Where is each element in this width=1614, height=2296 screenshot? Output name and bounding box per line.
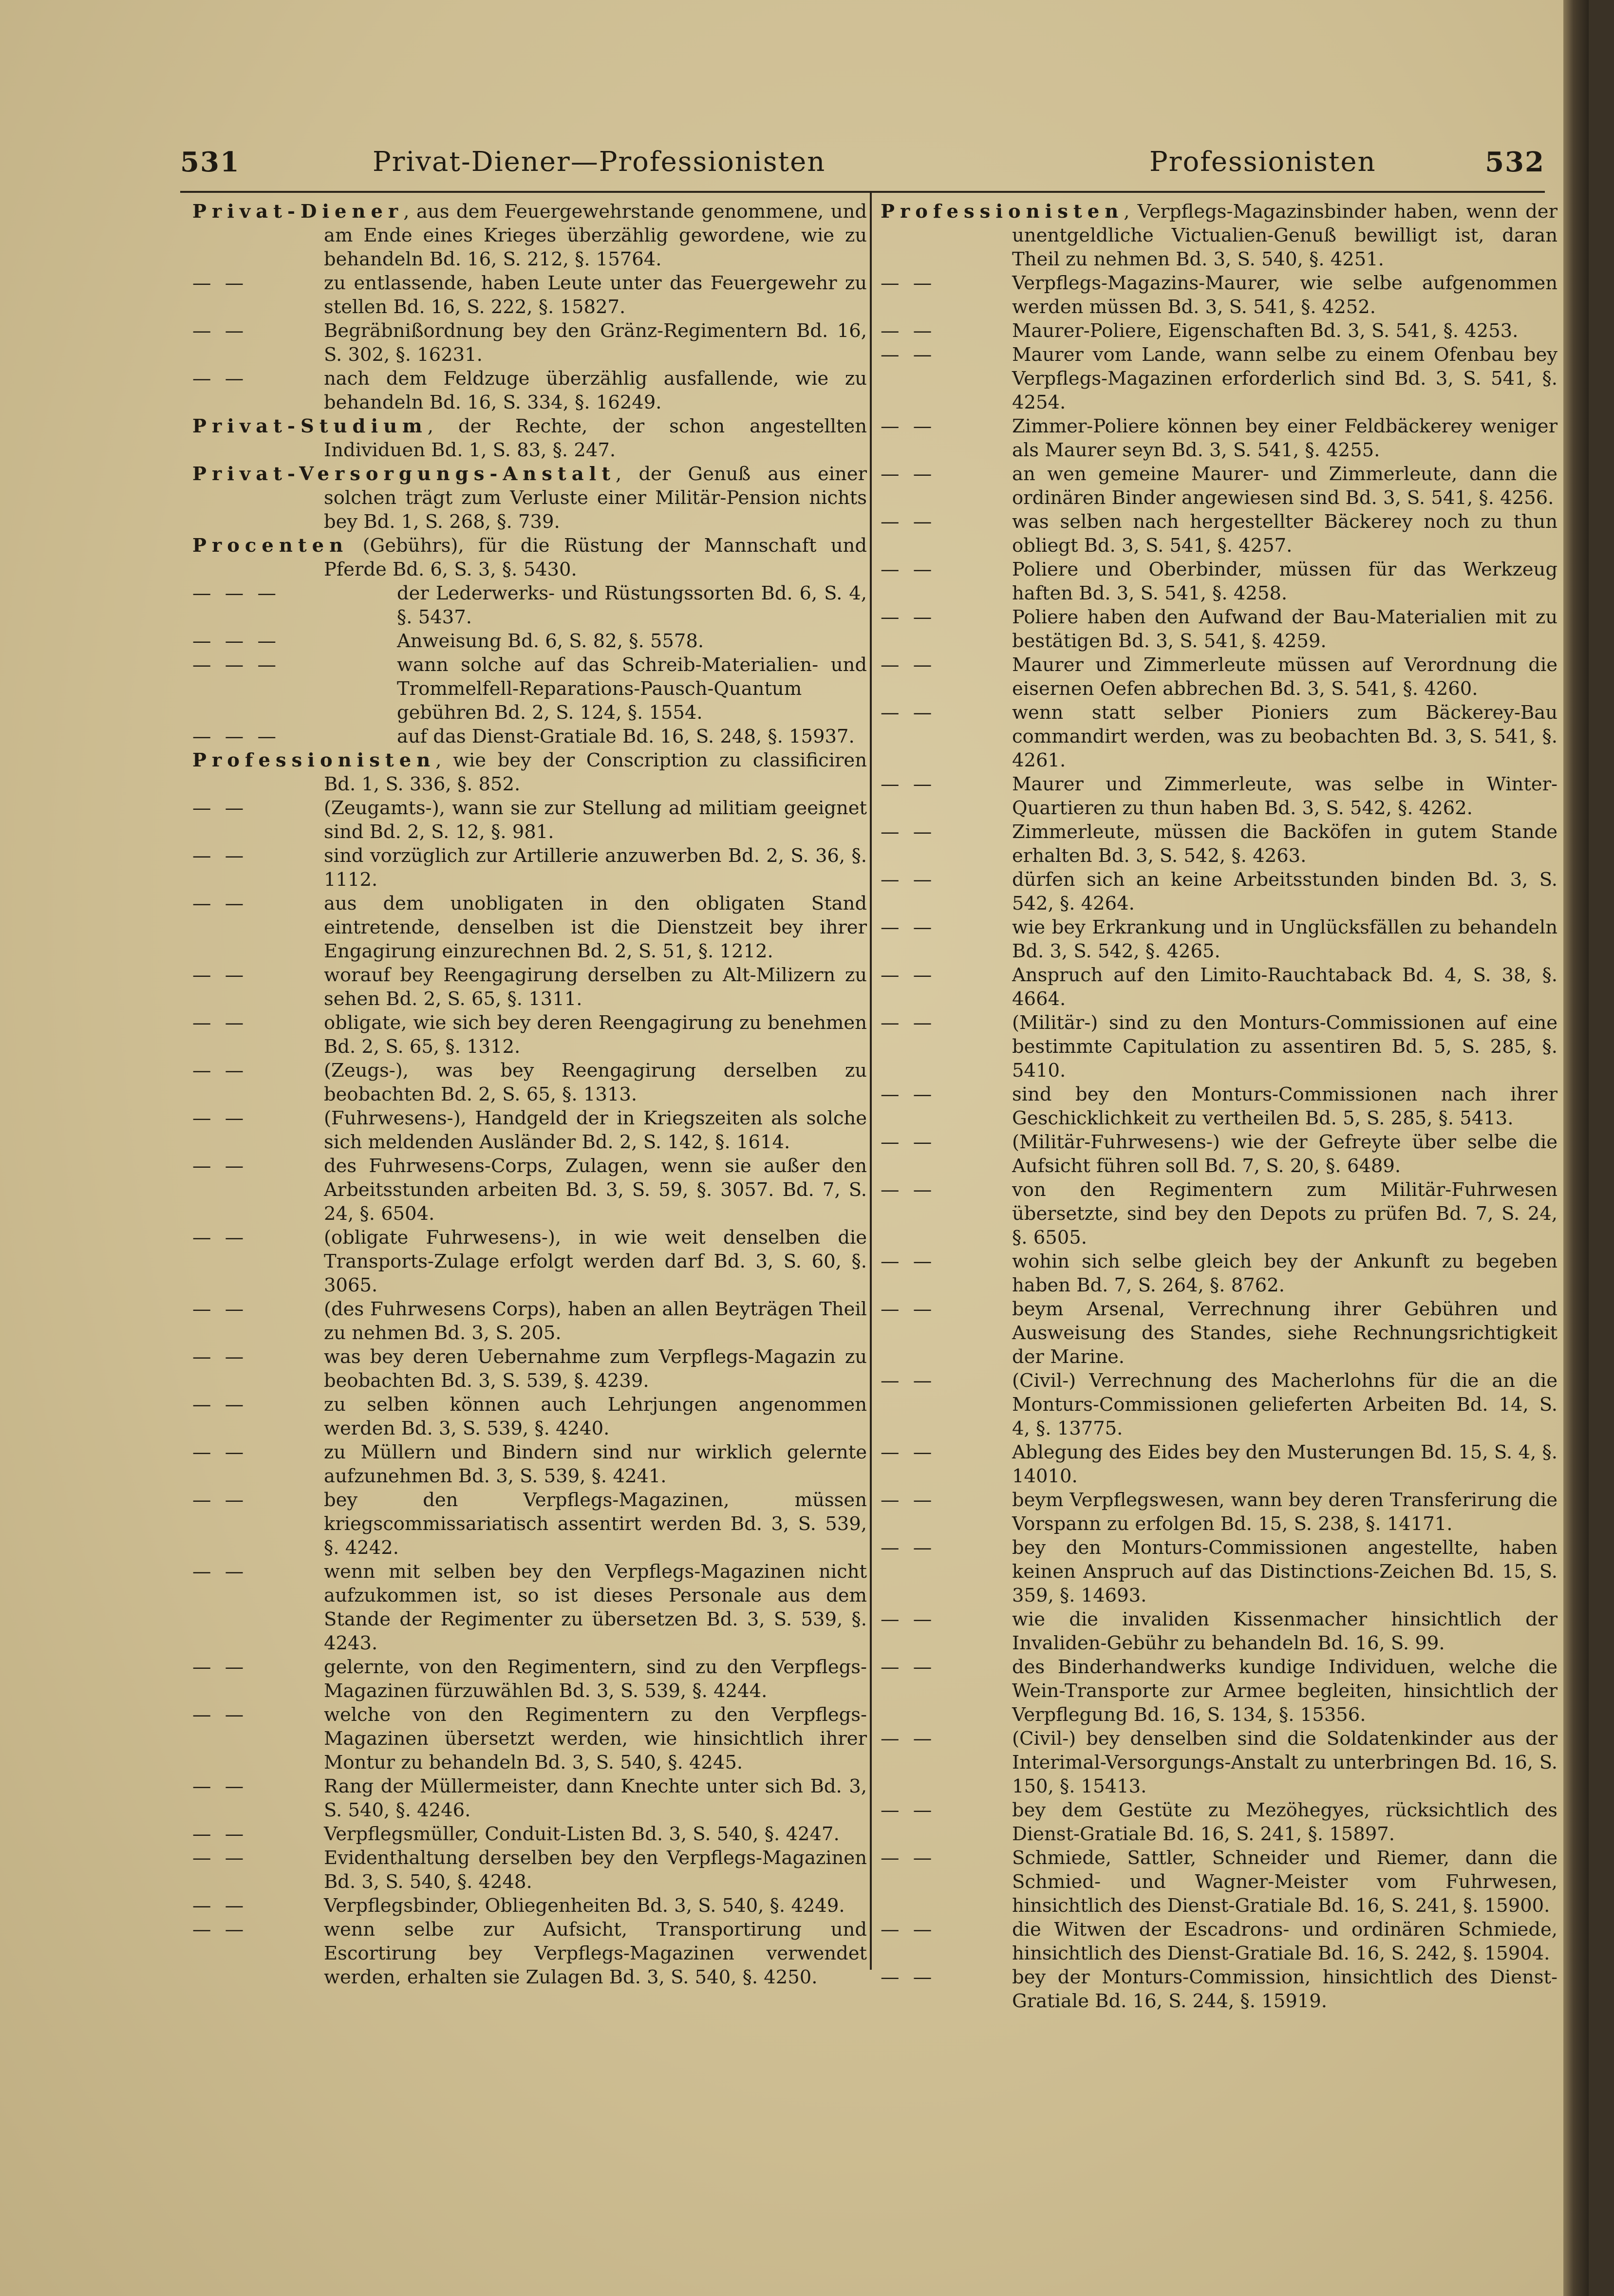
- repeat-dash: — —: [881, 272, 936, 294]
- entry-text: zu selben können auch Lehrjungen angenommen werden Bd. 3, S. 539, §. 4240.: [324, 1394, 867, 1439]
- repeat-dash: — —: [192, 1895, 248, 1917]
- entry-text: (obligate Fuhrwesens-), in wie weit denselben die Transports-Zulage erfolgt werden darf Bd. 3, S. 60, §. 3065.: [324, 1227, 867, 1296]
- entry-text: bey dem Gestüte zu Mezöhegyes, rücksichtlich des Dienst-Gratiale Bd. 16, S. 241, §. 15897.: [1012, 1799, 1558, 1845]
- repeat-dash: — — —: [192, 726, 280, 747]
- repeat-dash: — —: [881, 654, 936, 676]
- index-entry: [881, 200, 1558, 271]
- repeat-dash: — —: [881, 415, 936, 437]
- entry-text: sind bey den Monturs-Commissionen nach ihrer Geschicklichkeit zu vertheilen Bd. 5, S. 285, §. 5413.: [1012, 1083, 1558, 1129]
- entry-text: bey den Verpflegs-Magazinen, müssen kriegscommissariatisch assentirt werden Bd. 3, S. 539, §. 4242.: [324, 1489, 867, 1559]
- index-entry: [192, 629, 867, 653]
- index-entry: [881, 319, 1558, 343]
- index-entry: [192, 748, 867, 796]
- entry-text: Poliere haben den Aufwand der Bau-Materialien mit zu bestätigen Bd. 3, S. 541, §. 4259.: [1012, 606, 1558, 652]
- index-entry: [881, 653, 1558, 701]
- repeat-dash: — —: [881, 1537, 936, 1559]
- repeat-dash: — —: [881, 702, 936, 724]
- index-entry: [192, 1011, 867, 1059]
- entry-text: beym Arsenal, Verrechnung ihrer Gebühren und Ausweisung des Standes, siehe Rechnungsrichtigkeit der Marine.: [1012, 1298, 1558, 1368]
- repeat-dash: — —: [192, 1394, 248, 1416]
- repeat-dash: — —: [192, 1489, 248, 1511]
- repeat-dash: — —: [881, 1298, 936, 1320]
- entry-text: bey der Monturs-Commission, hinsichtlich des Dienst-Gratiale Bd. 16, S. 244, §. 15919.: [1012, 1966, 1558, 2012]
- index-entry: [881, 510, 1558, 558]
- index-entry: [881, 462, 1558, 510]
- index-entry: [881, 1369, 1558, 1440]
- index-entry: [881, 772, 1558, 820]
- header-rule: [180, 191, 1545, 193]
- index-entry: [881, 1607, 1558, 1655]
- index-entry: [192, 1846, 867, 1894]
- entry-text: Verpflegsmüller, Conduit-Listen Bd. 3, S. 540, §. 4247.: [324, 1823, 840, 1845]
- repeat-dash: — —: [192, 1012, 248, 1034]
- index-entry: [881, 1297, 1558, 1369]
- repeat-dash: — —: [192, 1561, 248, 1583]
- entry-text: Maurer und Zimmerleute, was selbe in Winter-Quartieren zu thun haben Bd. 3, S. 542, §. 4262.: [1012, 773, 1558, 819]
- entry-text: des Fuhrwesens-Corps, Zulagen, wenn sie außer den Arbeitsstunden arbeiten Bd. 3, S. 59, §. 3057. Bd. 7, S. 24, §. 6504.: [324, 1155, 867, 1225]
- index-entry: [881, 1011, 1558, 1083]
- repeat-dash: — —: [192, 1656, 248, 1678]
- entry-headword: Privat-Versorgungs-Anstalt: [192, 463, 616, 485]
- entry-text: an wen gemeine Maurer- und Zimmerleute, dann die ordinären Binder angewiesen sind Bd. 3, S. 541, §. 4256.: [1012, 463, 1558, 509]
- entry-text: wenn selbe zur Aufsicht, Transportirung und Escortirung bey Verpflegs-Magazinen verwendet werden, erhalten sie Zulagen Bd. 3, S. 540, §. 4250.: [324, 1919, 867, 1988]
- repeat-dash: — —: [192, 964, 248, 986]
- repeat-dash: — —: [881, 344, 936, 366]
- repeat-dash: — —: [881, 559, 936, 580]
- entry-text: von den Regimentern zum Militär-Fuhrwesen übersetzte, sind bey den Depots zu prüfen Bd. 7, S. 24, §. 6505.: [1012, 1179, 1558, 1249]
- repeat-dash: — —: [192, 1775, 248, 1797]
- entry-text: Maurer vom Lande, wann selbe zu einem Ofenbau bey Verpflegs-Magazinen erforderlich sind Bd. 3, S. 541, §. 4254.: [1012, 344, 1558, 413]
- repeat-dash: — —: [192, 368, 248, 390]
- entry-text: die Witwen der Escadrons- und ordinären Schmiede, hinsichtlich des Dienst-Gratiale Bd. 16, S. 242, §. 15904.: [1012, 1919, 1558, 1964]
- index-entry: [192, 1297, 867, 1345]
- index-entry: [192, 1703, 867, 1774]
- repeat-dash: — —: [192, 1823, 248, 1845]
- repeat-dash: — —: [881, 1251, 936, 1272]
- repeat-dash: — —: [881, 916, 936, 938]
- index-entry: [192, 462, 867, 534]
- index-entry: [881, 1250, 1558, 1297]
- repeat-dash: — —: [192, 1227, 248, 1249]
- entry-text: zu entlassende, haben Leute unter das Feuergewehr zu stellen Bd. 16, S. 222, §. 15827.: [324, 272, 867, 318]
- index-entry: [881, 1130, 1558, 1178]
- repeat-dash: — —: [881, 1179, 936, 1201]
- index-entry: [881, 963, 1558, 1011]
- index-entry: [192, 367, 867, 414]
- index-entry: [881, 343, 1558, 414]
- index-entry: [881, 1727, 1558, 1798]
- entry-text: (des Fuhrwesens Corps), haben an allen Beyträgen Theil zu nehmen Bd. 3, S. 205.: [324, 1298, 867, 1344]
- entry-text: Anspruch auf den Limito-Rauchtaback Bd. 4, S. 38, §. 4664.: [1012, 964, 1558, 1010]
- entry-text: welche von den Regimentern zu den Verpflegs-Magazinen übersetzt werden, wie hinsichtlich ihrer Montur zu behandeln Bd. 3, S. 540, §. 4245.: [324, 1704, 867, 1773]
- index-entry: [881, 1488, 1558, 1536]
- entry-text: (Civil-) bey denselben sind die Soldatenkinder aus der Interimal-Versorgungs-Anstalt zu unterbringen Bd. 16, S. 150, §. 15413.: [1012, 1728, 1558, 1797]
- index-entry: [881, 1536, 1558, 1607]
- entry-text: (Gebührs), für die Rüstung der Mannschaft und Pferde Bd. 6, S. 3, §. 5430.: [324, 535, 867, 580]
- entry-text: Rang der Müllermeister, dann Knechte unter sich Bd. 3, S. 540, §. 4246.: [324, 1775, 867, 1821]
- entry-headword: Professionisten: [192, 749, 436, 771]
- entry-text: , der Genuß aus einer solchen trägt zum Verluste einer Militär-Pension nichts bey Bd. 1, S. 268, §. 739.: [324, 463, 867, 533]
- entry-text: (Militär-Fuhrwesens-) wie der Gefreyte über selbe die Aufsicht führen soll Bd. 7, S. 20, §. 6489.: [1012, 1131, 1558, 1177]
- repeat-dash: — —: [881, 1919, 936, 1941]
- repeat-dash: — —: [881, 1131, 936, 1153]
- repeat-dash: — —: [192, 1346, 248, 1368]
- index-entry: [192, 1345, 867, 1393]
- index-entry: [881, 1655, 1558, 1727]
- repeat-dash: — —: [192, 1847, 248, 1869]
- index-entry: [192, 1440, 867, 1488]
- entry-text: Verpflegsbinder, Obliegenheiten Bd. 3, S. 540, §. 4249.: [324, 1895, 845, 1917]
- entry-text: wie bey Erkrankung und in Unglücksfällen zu behandeln Bd. 3, S. 542, §. 4265.: [1012, 916, 1558, 962]
- index-entry: [192, 963, 867, 1011]
- entry-text: Maurer und Zimmerleute müssen auf Verordnung die eisernen Oefen abbrechen Bd. 3, S. 541, §. 4260.: [1012, 654, 1558, 700]
- index-entry: [192, 653, 867, 725]
- index-entry: [192, 1393, 867, 1440]
- index-entry: [192, 1059, 867, 1106]
- index-entry: [192, 1488, 867, 1560]
- repeat-dash: — —: [192, 845, 248, 867]
- index-entry: [192, 1822, 867, 1846]
- index-entry: [881, 1798, 1558, 1846]
- index-entry: [192, 534, 867, 581]
- entry-text: , der Rechte, der schon angestellten Individuen Bd. 1, S. 83, §. 247.: [324, 415, 867, 461]
- entry-text: Evidenthaltung derselben bey den Verpflegs-Magazinen Bd. 3, S. 540, §. 4248.: [324, 1847, 867, 1893]
- repeat-dash: — —: [881, 1847, 936, 1869]
- index-entry: [881, 1846, 1558, 1918]
- index-entry: [881, 1083, 1558, 1130]
- entry-text: Maurer-Poliere, Eigenschaften Bd. 3, S. 541, §. 4253.: [1012, 320, 1519, 342]
- index-entry: [881, 701, 1558, 772]
- entry-text: Schmiede, Sattler, Schneider und Riemer, dann die Schmied- und Wagner-Meister vom Fuhrwesen, hinsichtlich des Dienst-Gratiale Bd. 16, S. 241, §. 15900.: [1012, 1847, 1558, 1917]
- repeat-dash: — —: [192, 1060, 248, 1082]
- entry-headword: Professionisten: [881, 201, 1124, 223]
- index-entry: [192, 1774, 867, 1822]
- entry-text: was bey deren Uebernahme zum Verpflegs-Magazin zu beobachten Bd. 3, S. 539, §. 4239.: [324, 1346, 867, 1392]
- entry-text: Begräbnißordnung bey den Gränz-Regimentern Bd. 16, S. 302, §. 16231.: [324, 320, 867, 366]
- index-entry: [192, 725, 867, 748]
- repeat-dash: — —: [192, 1155, 248, 1177]
- index-entry: [192, 414, 867, 462]
- repeat-dash: — —: [192, 1704, 248, 1726]
- entry-text: (Civil-) Verrechnung des Macherlohns für die an die Monturs-Commissionen gelieferten Arbeiten Bd. 14, S. 4, §. 13775.: [1012, 1370, 1558, 1439]
- entry-text: Verpflegs-Magazins-Maurer, wie selbe aufgenommen werden müssen Bd. 3, S. 541, §. 4252.: [1012, 272, 1558, 318]
- entry-text: , aus dem Feuergewehrstande genommene, und am Ende eines Krieges überzählig gewordene, wie zu behandeln Bd. 16, S. 212, §. 15764.: [324, 201, 867, 270]
- repeat-dash: — —: [881, 773, 936, 795]
- index-entry: [881, 558, 1558, 605]
- book-gutter: [1563, 0, 1589, 2296]
- running-title-right: Professionisten: [1149, 146, 1376, 178]
- repeat-dash: — —: [881, 320, 936, 342]
- index-entry: [192, 1894, 867, 1918]
- index-entry: [881, 605, 1558, 653]
- entry-text: auf das Dienst-Gratiale Bd. 16, S. 248, §. 15937.: [397, 726, 855, 747]
- repeat-dash: — —: [192, 320, 248, 342]
- index-entry: [192, 319, 867, 367]
- index-entry: [881, 820, 1558, 868]
- index-entry: [881, 915, 1558, 963]
- repeat-dash: — —: [881, 1656, 936, 1678]
- repeat-dash: — —: [881, 463, 936, 485]
- index-entry: [192, 200, 867, 271]
- entry-text: (Fuhrwesens-), Handgeld der in Kriegszeiten als solche sich meldenden Ausländer Bd. 2, S. 142, §. 1614.: [324, 1107, 867, 1153]
- index-entry: [881, 414, 1558, 462]
- entry-text: Poliere und Oberbinder, müssen für das Werkzeug haften Bd. 3, S. 541, §. 4258.: [1012, 559, 1558, 604]
- entry-text: , wie bey der Conscription zu classificiren Bd. 1, S. 336, §. 852.: [324, 749, 867, 795]
- entry-text: (Zeugamts-), wann sie zur Stellung ad militiam geeignet sind Bd. 2, S. 12, §. 981.: [324, 797, 867, 843]
- entry-text: wohin sich selbe gleich bey der Ankunft zu begeben haben Bd. 7, S. 264, §. 8762.: [1012, 1251, 1558, 1296]
- index-entry: [192, 1655, 867, 1703]
- repeat-dash: — —: [192, 272, 248, 294]
- entry-text: beym Verpflegswesen, wann bey deren Transferirung die Vorspann zu erfolgen Bd. 15, S. 238, §. 14171.: [1012, 1489, 1558, 1535]
- index-entry: [192, 1226, 867, 1297]
- index-entry: [881, 868, 1558, 915]
- repeat-dash: — —: [881, 1728, 936, 1750]
- entry-text: wenn mit selben bey den Verpflegs-Magazinen nicht aufzukommen ist, so ist dieses Personale aus dem Stande der Regimenter zu übersetzen Bd. 3, S. 539, §. 4243.: [324, 1561, 867, 1654]
- entry-text: wenn statt selber Pioniers zum Bäckerey-Bau commandirt werden, was zu beobachten Bd. 3, S. 541, §. 4261.: [1012, 702, 1558, 771]
- repeat-dash: — —: [881, 1083, 936, 1105]
- index-entry: [192, 1560, 867, 1655]
- index-entry: [192, 271, 867, 319]
- entry-text: der Lederwerks- und Rüstungssorten Bd. 6, S. 4, §. 5437.: [397, 582, 867, 628]
- repeat-dash: — —: [881, 1012, 936, 1034]
- entry-text: Zimmerleute, müssen die Backöfen in gutem Stande erhalten Bd. 3, S. 542, §. 4263.: [1012, 821, 1558, 867]
- entry-text: wann solche auf das Schreib-Materialien- und Trommelfell-Reparations-Pausch-Quantum gebühren Bd. 2, S. 124, §. 1554.: [397, 654, 867, 724]
- repeat-dash: — —: [881, 511, 936, 533]
- entry-text: Ablegung des Eides bey den Musterungen Bd. 15, S. 4, §. 14010.: [1012, 1441, 1558, 1487]
- entry-text: wie die invaliden Kissenmacher hinsichtlich der Invaliden-Gebühr zu behandeln Bd. 16, S. 99.: [1012, 1608, 1558, 1654]
- entry-text: (Militär-) sind zu den Monturs-Commissionen auf eine bestimmte Capitulation zu assentiren Bd. 5, S. 285, §. 5410.: [1012, 1012, 1558, 1082]
- entry-text: worauf bey Reengagirung derselben zu Alt-Milizern zu sehen Bd. 2, S. 65, §. 1311.: [324, 964, 867, 1010]
- running-title-left: Privat-Diener—Professionisten: [373, 146, 826, 178]
- page-number-left: 531: [180, 146, 240, 178]
- repeat-dash: — —: [192, 797, 248, 819]
- index-entry: [192, 892, 867, 963]
- repeat-dash: — —: [192, 1107, 248, 1129]
- index-entry: [192, 796, 867, 844]
- page-number-right: 532: [1485, 146, 1545, 178]
- repeat-dash: — —: [192, 893, 248, 915]
- index-entry: [192, 581, 867, 629]
- repeat-dash: — —: [881, 1966, 936, 1988]
- index-entry: [192, 1154, 867, 1226]
- entry-text: dürfen sich an keine Arbeitsstunden binden Bd. 3, S. 542, §. 4264.: [1012, 869, 1558, 915]
- entry-text: gelernte, von den Regimentern, sind zu den Verpflegs-Magazinen fürzuwählen Bd. 3, S. 539, §. 4244.: [324, 1656, 867, 1702]
- repeat-dash: — —: [881, 869, 936, 891]
- entry-text: was selben nach hergestellter Bäckerey noch zu thun obliegt Bd. 3, S. 541, §. 4257.: [1012, 511, 1558, 557]
- entry-headword: Privat-Diener: [192, 201, 404, 223]
- entry-text: Zimmer-Poliere können bey einer Feldbäckerey weniger als Maurer seyn Bd. 3, S. 541, §. 4255.: [1012, 415, 1558, 461]
- entry-text: (Zeugs-), was bey Reengagirung derselben zu beobachten Bd. 2, S. 65, §. 1313.: [324, 1060, 867, 1105]
- entry-text: zu Müllern und Bindern sind nur wirklich gelernte aufzunehmen Bd. 3, S. 539, §. 4241.: [324, 1441, 867, 1487]
- entry-text: aus dem unobligaten in den obligaten Stand eintretende, denselben ist die Dienstzeit bey ihrer Engagirung einzurechnen Bd. 2, S. 51, §. 1212.: [324, 893, 867, 962]
- entry-text: obligate, wie sich bey deren Reengagirung zu benehmen Bd. 2, S. 65, §. 1312.: [324, 1012, 867, 1058]
- entry-text: bey den Monturs-Commissionen angestellte, haben keinen Anspruch auf das Distinctions-Zeichen Bd. 15, S. 359, §. 14693.: [1012, 1537, 1558, 1606]
- repeat-dash: — —: [881, 821, 936, 843]
- repeat-dash: — —: [192, 1441, 248, 1463]
- index-entry: [881, 1918, 1558, 1965]
- index-entry: [881, 1965, 1558, 2013]
- repeat-dash: — — —: [192, 582, 280, 604]
- entry-text: , Verpflegs-Magazinsbinder haben, wenn der unentgeldliche Victualien-Genuß bewilligt ist, daran Theil zu nehmen Bd. 3, S. 540, §. 4251.: [1012, 201, 1558, 270]
- repeat-dash: — — —: [192, 654, 280, 676]
- entry-text: sind vorzüglich zur Artillerie anzuwerben Bd. 2, S. 36, §. 1112.: [324, 845, 867, 891]
- repeat-dash: — —: [881, 606, 936, 628]
- index-entry: [192, 1918, 867, 1989]
- entry-headword: Privat-Studium: [192, 415, 428, 437]
- left-column: [192, 200, 867, 1989]
- repeat-dash: — — —: [192, 630, 280, 652]
- running-head: [180, 146, 1545, 190]
- repeat-dash: — —: [881, 1441, 936, 1463]
- entry-headword: Procenten: [192, 535, 349, 557]
- repeat-dash: — —: [192, 1919, 248, 1941]
- entry-text: nach dem Feldzuge überzählig ausfallende, wie zu behandeln Bd. 16, S. 334, §. 16249.: [324, 368, 867, 413]
- index-entry: [192, 844, 867, 892]
- repeat-dash: — —: [881, 1489, 936, 1511]
- repeat-dash: — —: [192, 1298, 248, 1320]
- index-entry: [881, 1178, 1558, 1250]
- index-entry: [192, 1106, 867, 1154]
- repeat-dash: — —: [881, 1799, 936, 1821]
- column-divider: [870, 192, 872, 1970]
- repeat-dash: — —: [881, 1370, 936, 1392]
- repeat-dash: — —: [881, 964, 936, 986]
- index-entry: [881, 1440, 1558, 1488]
- entry-text: des Binderhandwerks kundige Individuen, welche die Wein-Transporte zur Armee begleiten, hinsichtlich der Verpflegung Bd. 16, S. 134, §. 15356.: [1012, 1656, 1558, 1726]
- repeat-dash: — —: [881, 1608, 936, 1630]
- entry-text: Anweisung Bd. 6, S. 82, §. 5578.: [397, 630, 704, 652]
- right-column: [881, 200, 1558, 2013]
- index-entry: [881, 271, 1558, 319]
